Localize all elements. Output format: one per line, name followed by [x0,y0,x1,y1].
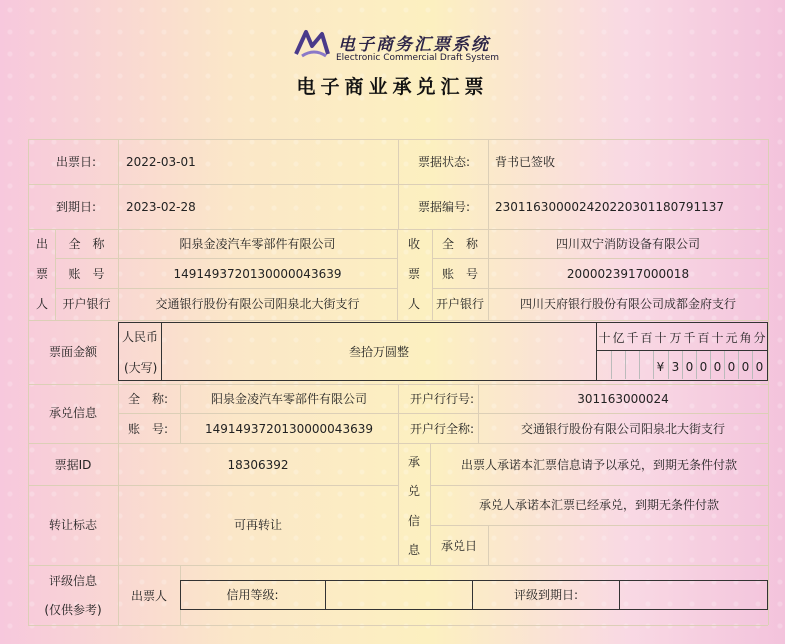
acceptor-account-label: 账 号: [128,422,169,436]
amount-digit-6: 0 [685,360,694,374]
amount-unit-2: 千 [626,331,639,345]
amount-currency-line1: 人民币 [122,330,159,344]
amount-unit-10: 角 [739,331,752,345]
issue-date-value: 2022-03-01 [126,155,196,169]
acceptor-bank-name-value: 交通银行股份有限公司阳泉北大街支行 [520,422,725,436]
acceptor-label: 承兑信息 [48,406,97,420]
payee-side-label-1: 收 [408,237,421,251]
acceptance-side-label-1: 承 [408,455,421,469]
transfer-value: 可再转让 [233,518,282,532]
drawer-name-label: 全 称 [68,237,105,251]
acceptor-account-value: 1491493720130000043639 [205,422,373,436]
payee-bank-label: 开户银行 [435,297,484,311]
rating-label-line1: 评级信息 [48,574,97,588]
amount-digit-4: ¥ [656,360,665,374]
amount-digit-5: 3 [671,360,680,374]
acceptance-date-label: 承兑日 [440,539,477,553]
system-name-en: Electronic Commercial Draft System [336,53,500,63]
drawer-side-label-3: 人 [36,297,49,311]
payee-bank-value: 四川天府银行股份有限公司成都金府支行 [519,297,736,311]
amount-unit-0: 十 [598,331,611,345]
bill-id-label: 票据ID [54,458,92,472]
payee-account-value: 2000023917000018 [566,267,690,281]
amount-unit-6: 千 [683,331,696,345]
acceptor-promise: 承兑人承诺本汇票已经承兑，到期无条件付款 [478,498,719,512]
document-title: 电子商业承兑汇票 [296,76,489,98]
acceptor-bank-no-value: 301163000024 [577,392,669,406]
payee-side-label-3: 人 [408,297,421,311]
amount-digit-9: 0 [727,360,736,374]
due-date-label: 到期日: [56,200,97,214]
payee-account-label: 账 号 [441,267,478,281]
amount-unit-3: 百 [640,331,653,345]
acceptor-name-value: 阳泉金凌汽车零部件有限公司 [210,392,367,406]
drawer-bank-value: 交通银行股份有限公司阳泉北大街支行 [155,297,360,311]
due-date-value: 2023-02-28 [126,200,196,214]
amount-unit-9: 元 [725,331,738,345]
drawer-bank-label: 开户银行 [62,297,111,311]
drawer-account-label: 账 号 [68,267,105,281]
header [0,24,785,98]
amount-unit-7: 百 [697,331,710,345]
amount-currency-line2: (大写) [124,361,158,375]
system-logo-icon [292,28,332,60]
rating-party: 出票人 [130,589,167,603]
amount-unit-5: 万 [669,331,682,345]
bill-number-label: 票据编号: [418,200,471,214]
amount-unit-11: 分 [753,331,766,345]
amount-unit-8: 十 [711,331,724,345]
payee-name-label: 全 称 [441,237,478,251]
drawer-name-value: 阳泉金凌汽车零部件有限公司 [179,237,336,251]
acceptor-bank-no-label: 开户行行号: [410,392,475,406]
rating-expiry-label: 评级到期日: [513,588,579,602]
issue-date-label: 出票日: [56,155,97,169]
acceptance-side-label-3: 信 [408,514,421,528]
bill-id-value: 18306392 [227,458,289,472]
amount-label: 票面金额 [48,345,97,359]
payee-side-label-2: 票 [408,267,421,281]
status-label: 票据状态: [418,155,471,169]
acceptor-name-label: 全 称: [128,392,169,406]
amount-in-words: 叁拾万圆整 [348,345,409,359]
amount-digit-7: 0 [699,360,708,374]
amount-unit-1: 亿 [612,331,625,345]
rating-label-line2: (仅供参考) [44,603,102,617]
amount-digit-11: 0 [755,360,764,374]
acceptance-side-label-2: 兑 [408,484,421,498]
drawer-account-value: 1491493720130000043639 [173,267,342,281]
transfer-label: 转让标志 [48,518,97,532]
payee-name-value: 四川双宁消防设备有限公司 [555,237,700,251]
drawer-promise: 出票人承诺本汇票信息请予以承兑，到期无条件付款 [460,458,737,472]
acceptor-bank-name-label: 开户行全称: [410,422,475,436]
acceptance-side-label-4: 息 [408,543,421,557]
amount-unit-4: 十 [654,331,667,345]
credit-grade-label: 信用等级: [226,588,279,602]
amount-digit-8: 0 [713,360,722,374]
amount-digit-10: 0 [741,360,750,374]
system-name-cn: 电子商务汇票系统 [338,35,490,55]
bill-number-value: 230116300002420220301180791137 [495,200,725,214]
status-value: 背书已签收 [495,155,556,169]
drawer-side-label-2: 票 [36,267,49,281]
drawer-side-label-1: 出 [36,237,49,251]
